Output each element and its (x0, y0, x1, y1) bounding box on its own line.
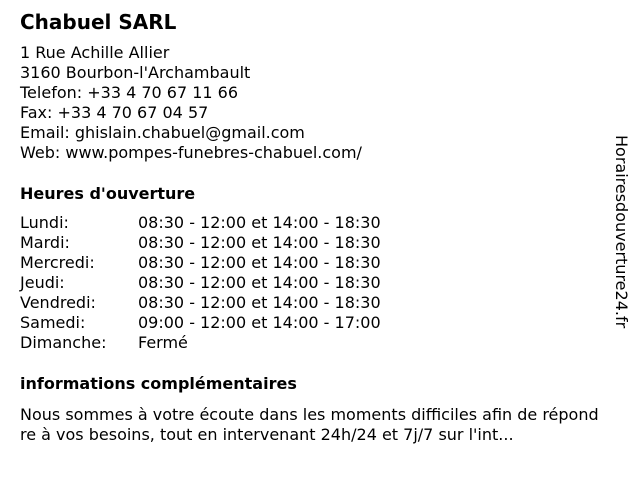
email-address: Email: ghislain.chabuel@gmail.com (20, 123, 305, 142)
hours-row-thursday (20, 273, 381, 293)
address-street: 1 Rue Achille Allier (20, 43, 170, 62)
day-label: Mardi: (20, 233, 70, 252)
website-address: Web: www.pompes-funebres-chabuel.com/ (20, 143, 362, 162)
fax-number: Fax: +33 4 70 67 04 57 (20, 103, 209, 122)
hours-row-saturday (20, 313, 381, 333)
day-label: Mercredi: (20, 253, 95, 272)
day-label: Jeudi: (20, 273, 65, 292)
hours-value: 08:30 - 12:00 et 14:00 - 18:30 (138, 273, 381, 292)
hours-value: 08:30 - 12:00 et 14:00 - 18:30 (138, 293, 381, 312)
hours-value: 08:30 - 12:00 et 14:00 - 18:30 (138, 213, 381, 232)
additional-info-text: Nous sommes à votre écoute dans les moments difficiles afin de répondre à vos besoins, tout en intervenant 24h/24 et 7j/7 sur l'int... (20, 405, 599, 444)
hours-value: Fermé (138, 333, 188, 352)
hours-value: 08:30 - 12:00 et 14:00 - 18:30 (138, 233, 381, 252)
site-watermark: Horairesdouverture24.fr (612, 135, 631, 329)
hours-row-sunday (20, 333, 381, 353)
address-city: 3160 Bourbon-l'Archambault (20, 63, 251, 82)
hours-row-friday (20, 293, 381, 313)
hours-row-monday (20, 213, 381, 233)
day-label: Dimanche: (20, 333, 107, 352)
phone-number: Telefon: +33 4 70 67 11 66 (20, 83, 239, 102)
hours-value: 08:30 - 12:00 et 14:00 - 18:30 (138, 253, 381, 272)
day-label: Samedi: (20, 313, 86, 332)
additional-info-heading: informations complémentaires (20, 374, 297, 393)
hours-value: 09:00 - 12:00 et 14:00 - 17:00 (138, 313, 381, 332)
day-label: Lundi: (20, 213, 69, 232)
contact-block (20, 43, 362, 163)
day-label: Vendredi: (20, 293, 96, 312)
opening-hours-heading: Heures d'ouverture (20, 184, 196, 203)
hours-row-wednesday (20, 253, 381, 273)
opening-hours-table (20, 213, 381, 353)
company-name: Chabuel SARL (20, 10, 177, 34)
hours-row-tuesday (20, 233, 381, 253)
